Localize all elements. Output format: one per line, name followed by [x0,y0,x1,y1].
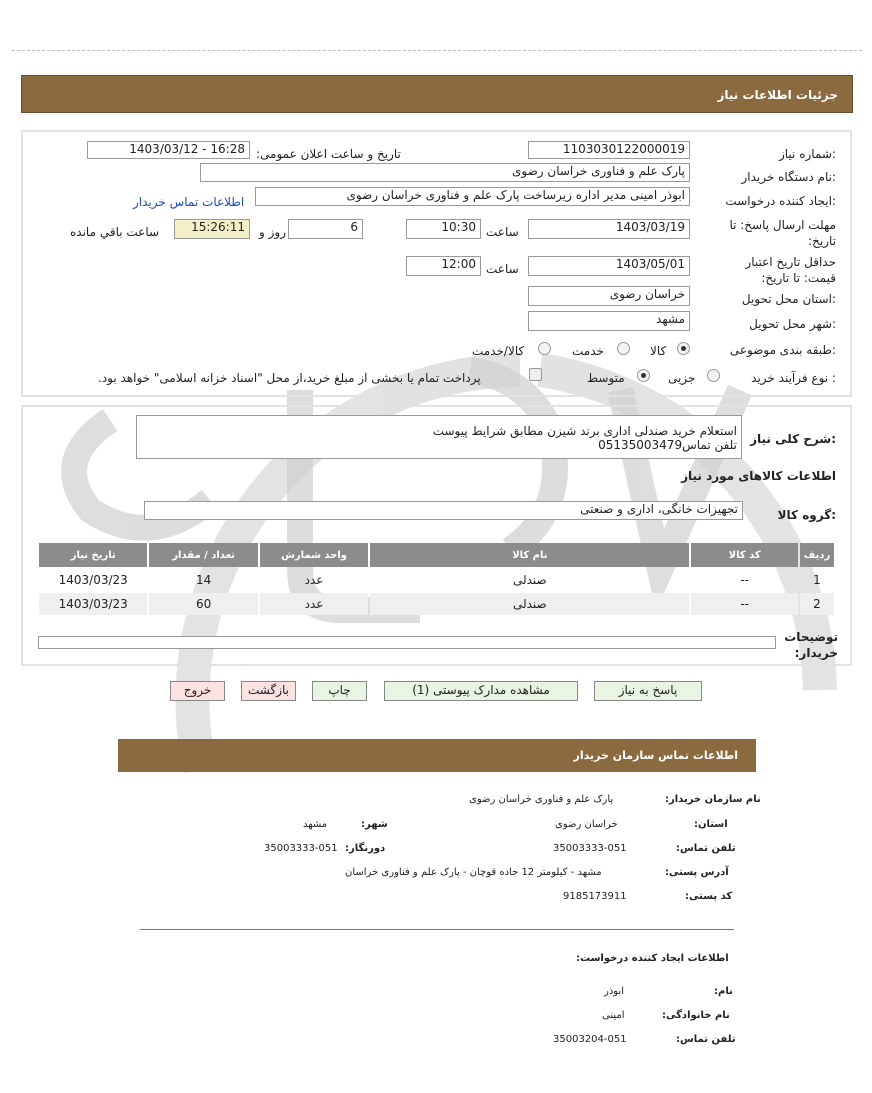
city-label: شهر محل تحویل: [749,317,836,331]
fax-label: دورنگار: [345,843,386,854]
postal-label: کد پستی: [685,891,733,902]
col-unit: واحد شمارش [260,543,368,567]
contact-province-label: استان: [694,819,728,830]
col-date: تاریخ نیاز [39,543,147,567]
validity-time-field: 12:00 [406,256,481,276]
category-both-radio[interactable] [538,342,551,355]
col-code: کد کالا [691,543,797,567]
announce-field: 1403/03/12 - 16:28 [87,141,250,159]
creator-field: ابوذر امینی مدیر اداره زیرساخت پارک علم و فناوری خراسان رضوی [255,187,690,206]
cell-row: 1 [813,573,821,587]
cell-qty: 60 [196,597,212,611]
cell-name: صندلی [512,573,547,587]
address-label: آدرس پستی: [665,867,729,878]
deadline-date-field: 1403/03/19 [528,219,690,239]
col-name: نام کالا [370,543,689,567]
announce-label: تاریخ و ساعت اعلان عمومی: [256,147,401,161]
postal-value: 9185173911 [563,891,627,902]
process-medium-radio[interactable] [637,369,650,382]
table-row [39,593,834,615]
contact-divider [140,929,734,930]
reply-button[interactable]: پاسخ به نیاز [594,681,702,701]
buyer-label: نام دستگاه خریدار: [741,170,836,184]
description-line-1: استعلام خرید صندلی اداری برند شیزن مطابق شرایط پیوست [432,424,737,438]
creator-phone-value: 35003204-051 [553,1034,627,1045]
org-label: نام سازمان خریدار: [665,794,761,805]
creator-info-title: اطلاعات ایجاد کننده درخواست: [576,953,729,964]
creator-label: ایجاد کننده درخواست: [725,194,836,208]
need-number-label: شماره نیاز: [778,147,836,161]
category-label: طبقه بندی موضوعی: [729,343,836,357]
items-table [37,541,836,617]
page-header [21,75,853,113]
contact-title: اطلاعات تماس سازمان خریدار [573,749,738,762]
cell-unit: عدد [304,597,324,611]
category-both-label: کالا/خدمت [472,344,525,358]
category-goods-label: کالا [650,344,667,358]
creator-name-value: ابوذر [604,986,625,997]
category-goods-radio[interactable] [677,342,690,355]
cell-row: 2 [813,597,821,611]
process-minor-label: جزیی [668,371,696,385]
contact-phone-value: 35003333-051 [553,843,627,854]
buyer-field: پارک علم و فناوری خراسان رضوی [200,163,690,182]
table-row [39,569,834,591]
deadline-time-field: 10:30 [406,219,481,239]
days-field: 6 [288,219,363,239]
process-minor-radio[interactable] [707,369,720,382]
validity-label: حداقل تاریخ اعتبار قیمت: تا تاریخ: [745,255,836,285]
process-label: نوع فرآیند خرید : [751,371,836,385]
contact-city-value: مشهد [303,819,328,830]
description-field [136,415,742,459]
buyer-notes-field [38,636,776,649]
address-value: مشهد - کیلومتر 12 جاده قوچان - پارک علم و فناوری خراسان [345,867,602,878]
days-label: روز و [259,225,286,239]
creator-name-label: نام: [714,986,733,997]
contact-province-value: خراسان رضوی [555,819,618,830]
validity-time-label: ساعت [486,262,519,276]
goods-group-label: گروه کالا: [777,508,836,522]
cell-date: 1403/03/23 [58,573,128,587]
creator-family-value: امینی [602,1010,625,1021]
contact-city-label: شهر: [361,819,388,830]
category-service-radio[interactable] [617,342,630,355]
attachments-button[interactable]: مشاهده مدارک پیوستی (1) [384,681,578,701]
contact-header [118,739,756,772]
remaining-label: ساعت باقي مانده [70,225,160,239]
remaining-time-field: 15:26:11 [174,219,250,239]
description-label: شرح کلی نیاز: [750,432,836,446]
buyer-contact-link[interactable]: اطلاعات تماس خریدار [133,195,245,209]
need-number-field: 1103030122000019 [528,141,690,159]
category-service-label: خدمت [572,344,604,358]
cell-qty: 14 [196,573,212,587]
items-header-row [39,543,834,567]
goods-group-field: تجهیزات خانگی، اداری و صنعتی [144,501,743,520]
description-line-2: تلفن تماس05135003479 [598,438,737,452]
col-qty: تعداد / مقدار [149,543,257,567]
cell-name: صندلی [512,597,547,611]
province-label: استان محل تحویل: [741,292,836,306]
cell-code: -- [740,573,749,587]
treasury-checkbox[interactable] [529,368,542,381]
deadline-time-label: ساعت [486,225,519,239]
contact-phone-label: تلفن تماس: [676,843,736,854]
process-medium-label: متوسط [587,371,625,385]
city-field: مشهد [528,311,690,331]
buyer-notes-label: توضیحات خریدار: [784,630,838,660]
fax-value: 35003333-051 [264,843,338,854]
back-button[interactable]: بازگشت [241,681,296,701]
col-row: ردیف [800,543,834,567]
province-field: خراسان رضوی [528,286,690,306]
page-title: جزئیات اطلاعات نیاز [717,88,838,102]
exit-button[interactable]: خروج [170,681,225,701]
creator-phone-label: تلفن تماس: [676,1034,736,1045]
validity-date-field: 1403/05/01 [528,256,690,276]
cell-unit: عدد [304,573,324,587]
cell-code: -- [740,597,749,611]
goods-info-heading: اطلاعات کالاهای مورد نیاز [681,469,836,483]
payment-note: پرداخت تمام یا بخشی از مبلغ خرید،از محل "اسناد خزانه اسلامی" خواهد بود. [98,371,481,385]
deadline-label: مهلت ارسال پاسخ: تا تاریخ: [729,218,836,248]
cell-date: 1403/03/23 [58,597,128,611]
print-button[interactable]: چاپ [312,681,367,701]
creator-family-label: نام خانوادگی: [662,1010,730,1021]
org-value: پارک علم و فناوری خراسان رضوی [469,794,614,805]
top-divider [12,50,862,51]
